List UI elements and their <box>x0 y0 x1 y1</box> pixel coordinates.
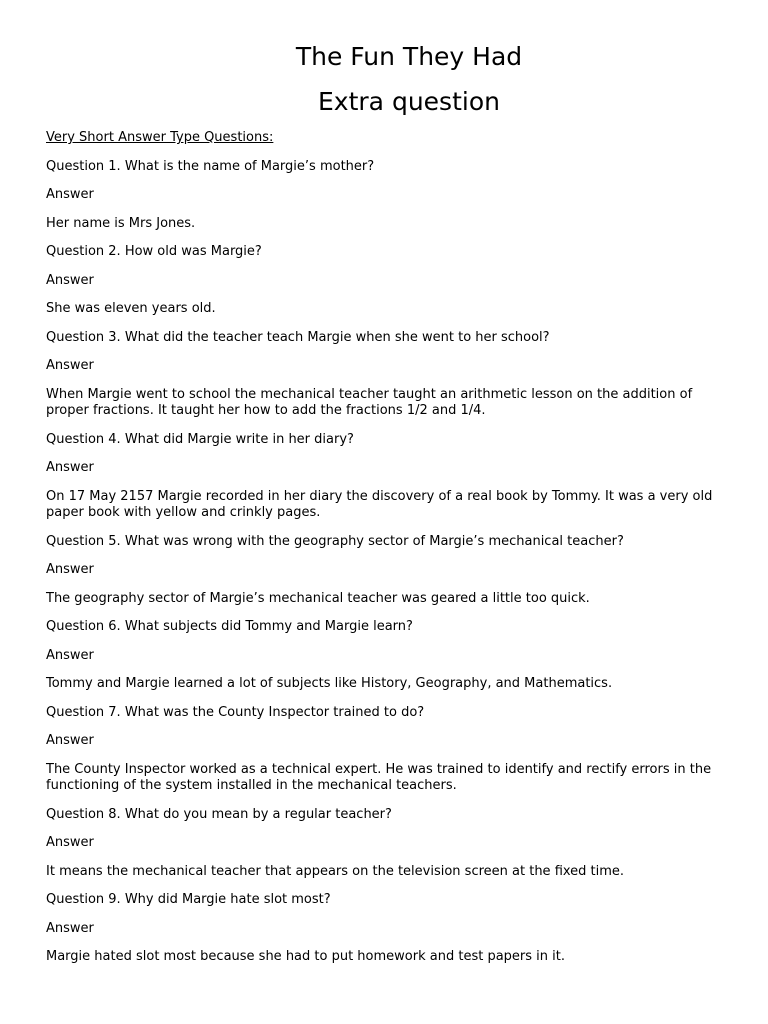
answer-8: It means the mechanical teacher that appears on the television screen at the fixed time. <box>46 863 625 879</box>
question-1: Question 1. What is the name of Margie’s mother? <box>46 158 375 174</box>
question-6: Question 6. What subjects did Tommy and Margie learn? <box>46 619 413 634</box>
question-5: Question 5. What was wrong with the geography sector of Margie’s mechanical teacher? <box>46 533 624 549</box>
answer-5: The geography sector of Margie’s mechanical teacher was geared a little too quick. <box>46 590 590 606</box>
document-body <box>46 130 736 978</box>
answer-label-3: Answer <box>46 358 94 373</box>
answer-7: The County Inspector worked as a technical expert. He was trained to identify and rectify errors in the functioning of the system installed in the mechanical teachers. <box>46 761 712 793</box>
answer-label-8: Answer <box>46 835 94 850</box>
question-7: Question 7. What was the County Inspector trained to do? <box>46 704 425 720</box>
document-subtitle: Extra question <box>318 87 500 116</box>
document-title: The Fun They Had <box>295 42 523 71</box>
question-2: Question 2. How old was Margie? <box>46 244 262 259</box>
answer-1: Her name is Mrs Jones. <box>46 215 196 231</box>
answer-label-7: Answer <box>46 733 94 748</box>
answer-2: She was eleven years old. <box>46 301 216 316</box>
answer-label-1: Answer <box>46 187 94 202</box>
answer-6: Tommy and Margie learned a lot of subjects like History, Geography, and Mathematics. <box>46 676 613 691</box>
answer-label-4: Answer <box>46 460 94 475</box>
answer-label-5: Answer <box>46 562 94 577</box>
question-3: Question 3. What did the teacher teach Margie when she went to her school? <box>46 329 550 345</box>
answer-label-6: Answer <box>46 647 94 663</box>
answer-4: On 17 May 2157 Margie recorded in her diary the discovery of a real book by Tommy. It was a very old paper book with yellow and crinkly pages. <box>46 488 713 520</box>
answer-label-2: Answer <box>46 272 94 288</box>
answer-3: When Margie went to school the mechanical teacher taught an arithmetic lesson on the addition of proper fractions. It taught her how to add the fractions 1/2 and 1/4. <box>46 386 693 418</box>
answer-label-9: Answer <box>46 920 94 936</box>
question-8: Question 8. What do you mean by a regular teacher? <box>46 806 392 822</box>
question-9: Question 9. Why did Margie hate slot most? <box>46 892 331 907</box>
section-heading: Very Short Answer Type Questions: <box>46 130 274 145</box>
answer-9: Margie hated slot most because she had to put homework and test papers in it. <box>46 949 565 964</box>
question-4: Question 4. What did Margie write in her diary? <box>46 431 354 447</box>
